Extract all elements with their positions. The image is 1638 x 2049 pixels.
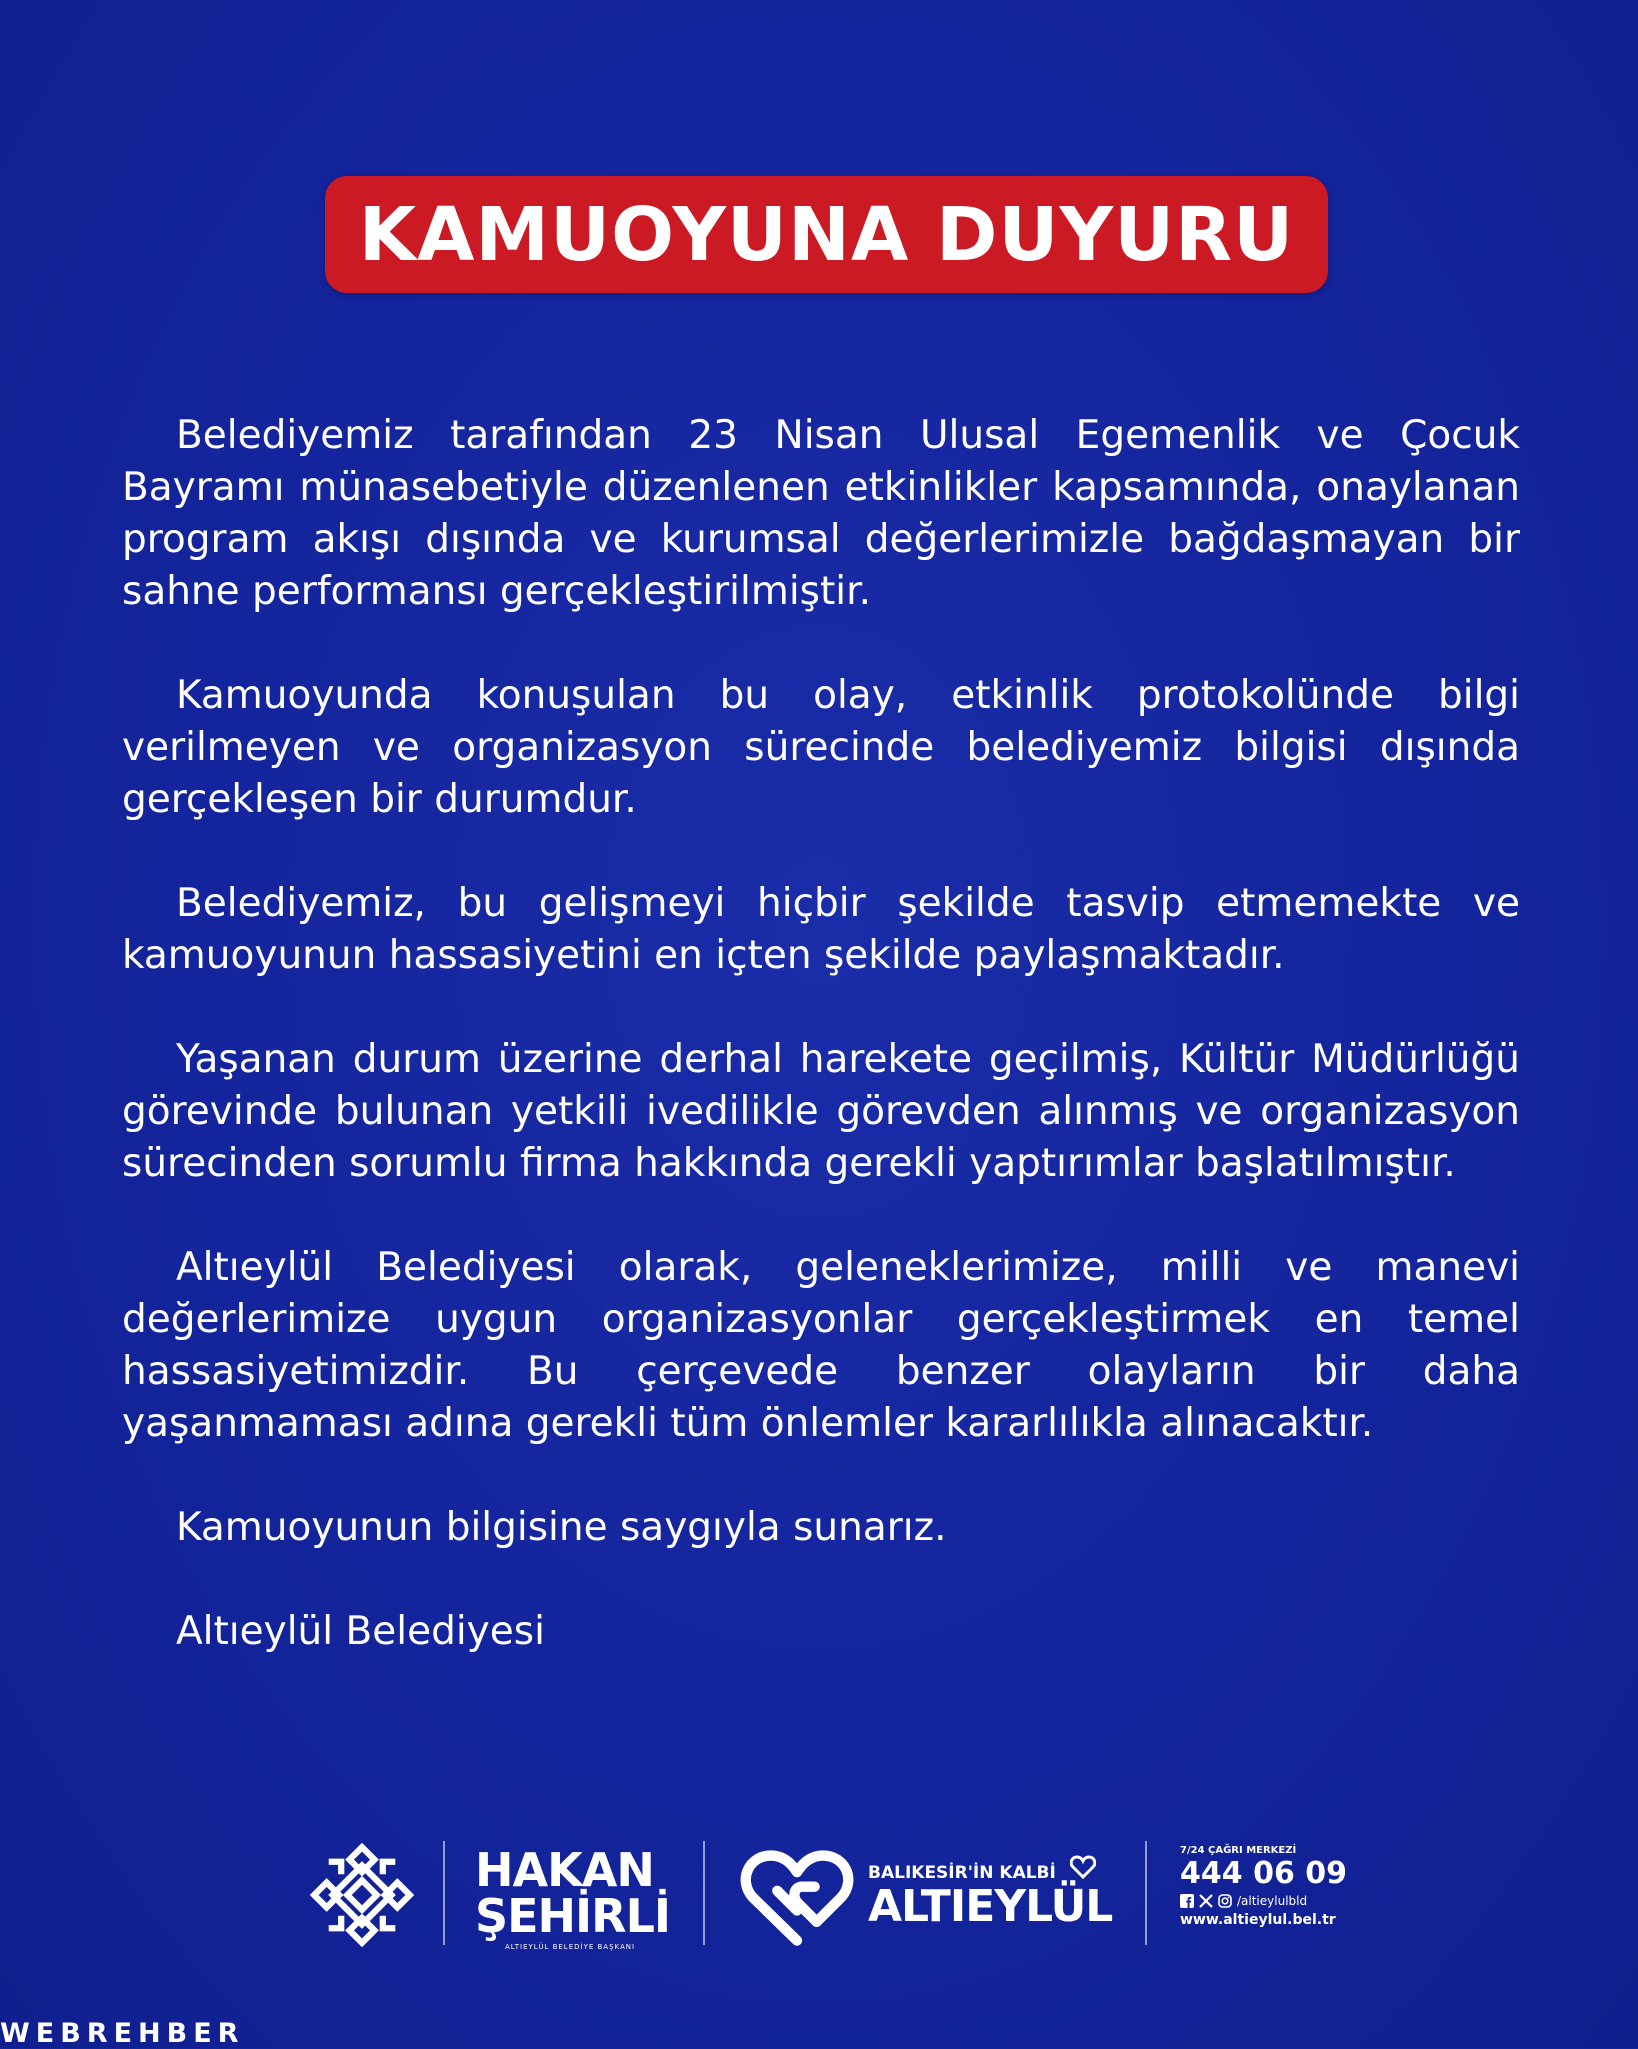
heart-icon — [1070, 1855, 1096, 1879]
city-tagline: BALIKESİR'İN KALBİ — [868, 1863, 1056, 1883]
signature: Altıeylül Belediyesi — [176, 1609, 545, 1654]
mayor-logo — [475, 1843, 675, 1951]
ottoman-knot-motif-icon — [310, 1843, 414, 1947]
paragraph-5: Altıeylül Belediyesi olarak, geleneklerimize, milli ve manevi değerlerimize uygun organizasyonlar gerçekleştirmek en temel hassasiyetimizdir. Bu çerçevede benzer olayların bir daha yaşanmaması adına gerekli tüm önlemler kararlılıkla alınacaktır. — [122, 1245, 1520, 1446]
contact-block — [1180, 1845, 1350, 1928]
website-link[interactable]: www.altieylul.bel.tr — [1180, 1912, 1336, 1928]
paragraph-1: Belediyemiz tarafından 23 Nisan Ulusal Egemenlik ve Çocuk Bayramı münasebetiyle düzenlenen etkinlikler kapsamında, onaylanan program akışı dışında ve kurumsal değerlerimizle bağdaşmayan bir sahne performansı gerçekleştirilmiştir. — [122, 413, 1520, 614]
announcement-body — [122, 410, 1520, 1658]
call-center-phone[interactable]: 444 06 09 — [1180, 1856, 1348, 1891]
call-center-label: 7/24 ÇAĞRI MERKEZİ — [1180, 1845, 1297, 1856]
divider-1 — [443, 1841, 445, 1945]
paragraph-4: Yaşanan durum üzerine derhal harekete geçilmiş, Kültür Müdürlüğü görevinde bulunan yetkili ivedilikle görevden alınmış ve organizasyon sürecinden sorumlu firma hakkında gerekli yaptırımlar başlatılmıştır. — [122, 1037, 1520, 1186]
facebook-icon[interactable] — [1180, 1894, 1194, 1908]
x-icon[interactable] — [1199, 1894, 1213, 1908]
watermark: WEBREHBER — [0, 2018, 245, 2049]
closing-line: Kamuoyunun bilgisine saygıyla sunarız. — [176, 1505, 947, 1550]
footer-logos — [300, 1835, 1350, 1951]
mayor-last-name: ŞEHİRLİ — [475, 1889, 671, 1943]
city-name: ALTIEYLÜL — [868, 1881, 1113, 1932]
paragraph-2: Kamuoyunda konuşulan bu olay, etkinlik protokolünde bilgi verilmeyen ve organizasyon sürecinde belediyemiz bilgisi dışında gerçekleşen bir durumdur. — [122, 673, 1520, 822]
social-handle[interactable]: /altieylulbld — [1237, 1894, 1308, 1908]
social-row — [1180, 1894, 1350, 1908]
page-title: KAMUOYUNA DUYURU — [358, 191, 1295, 278]
mayor-role: ALTIEYLÜL BELEDİYE BAŞKANI — [505, 1943, 636, 1951]
paragraph-3: Belediyemiz, bu gelişmeyi hiçbir şekilde tasvip etmemekte ve kamuoyunun hassasiyetini en içten şekilde paylaşmaktadır. — [122, 881, 1520, 978]
mayor-first-name: HAKAN — [475, 1843, 654, 1897]
title-badge — [325, 176, 1328, 293]
divider-3 — [1145, 1841, 1147, 1945]
heart-knot-logo-icon — [740, 1845, 854, 1949]
instagram-icon[interactable] — [1218, 1894, 1232, 1908]
divider-2 — [703, 1841, 705, 1945]
